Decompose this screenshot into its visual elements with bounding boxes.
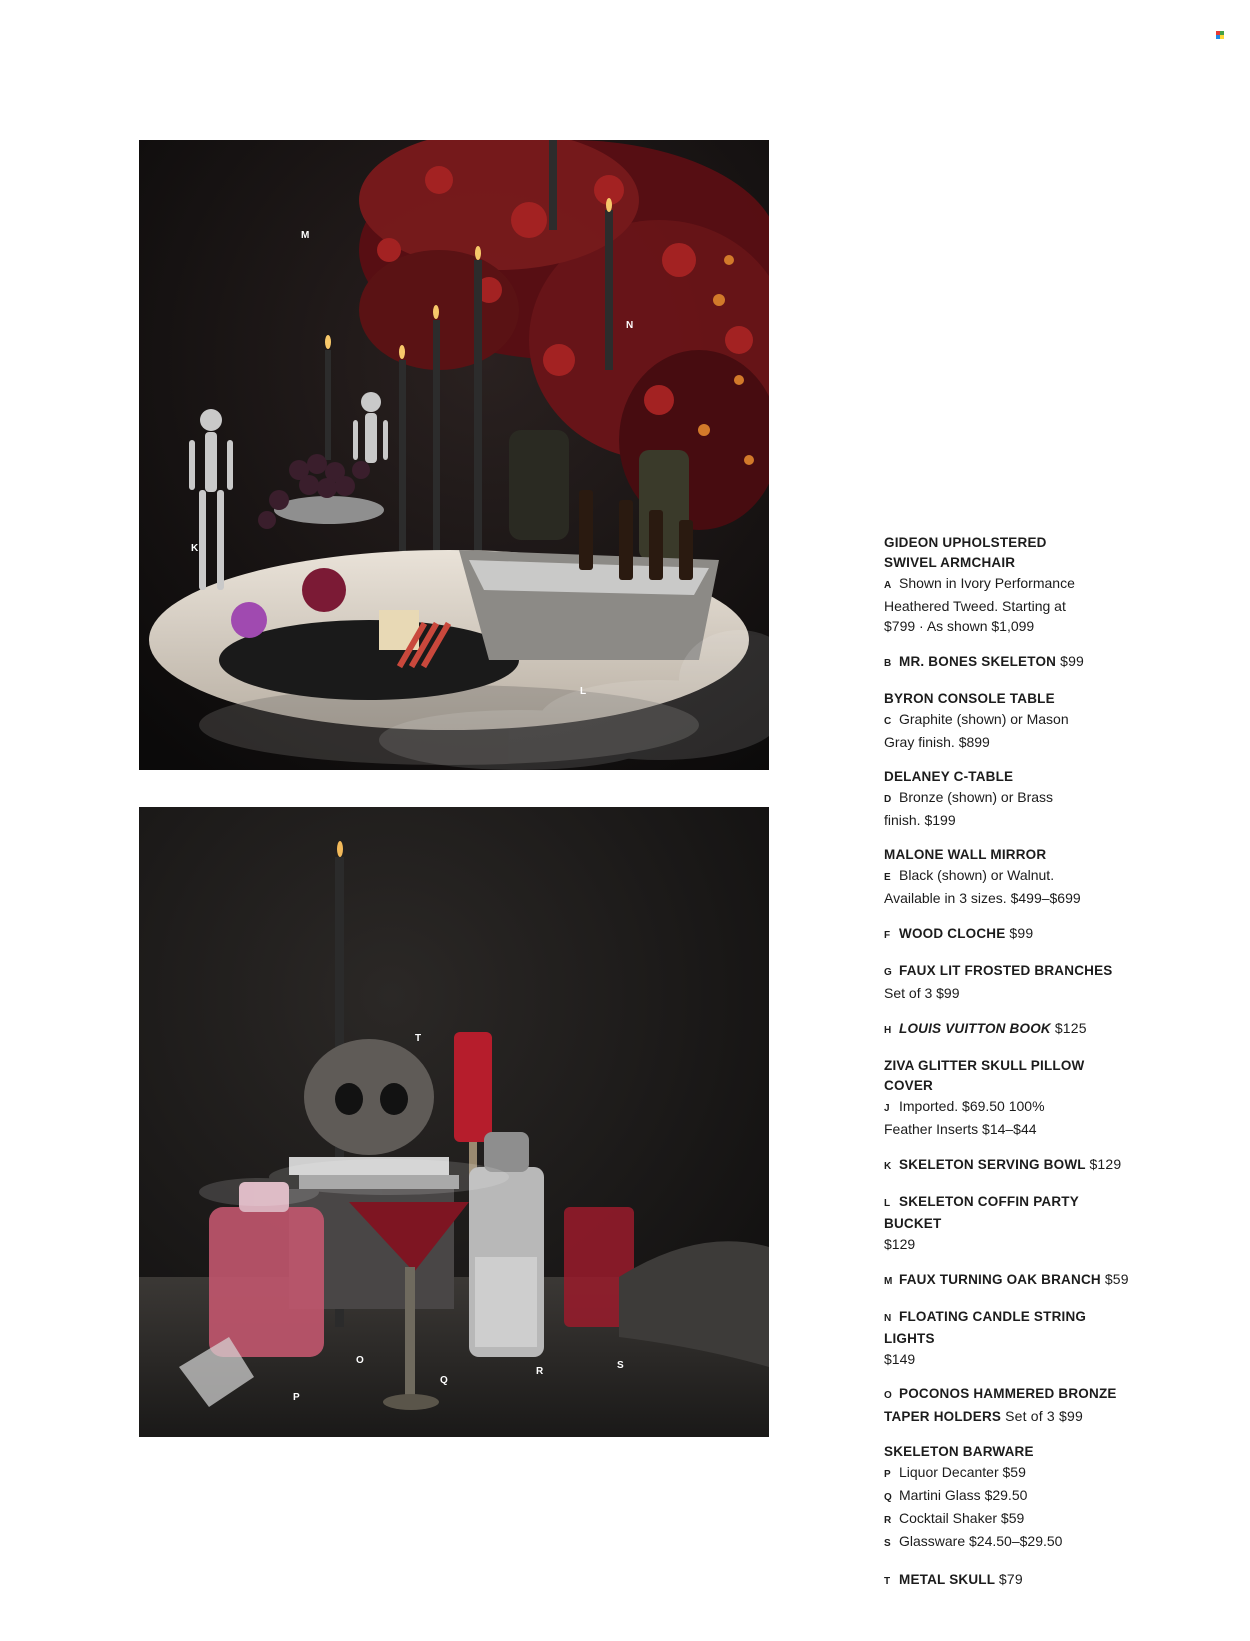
barware-item <box>884 1485 1134 1508</box>
item-text: Glassware $24.50–$29.50 <box>899 1533 1063 1549</box>
entry-gideon-armchair <box>884 533 1134 636</box>
halloween-tablescape-photo <box>139 140 769 770</box>
entry-title <box>884 1192 1134 1234</box>
body-line-2: Feather Inserts $14–$44 <box>884 1121 1037 1137</box>
title-text: METAL SKULL <box>899 1572 995 1587</box>
color-registration-mark <box>1216 31 1224 39</box>
callout-r: R <box>536 1366 544 1377</box>
item-letter: E <box>884 872 891 883</box>
callout-p: P <box>293 1392 301 1403</box>
title-text: MR. BONES SKELETON <box>899 654 1057 669</box>
entry-body <box>884 787 1134 830</box>
body-line-1: Shown in Ivory Performance <box>899 575 1075 591</box>
barware-illustration <box>139 807 769 1437</box>
body-line-2: finish. $199 <box>884 812 956 828</box>
entry-poconos-taper-holders <box>884 1384 1134 1427</box>
price: $99 <box>1009 925 1034 941</box>
item-letter: F <box>884 930 891 941</box>
body-line-1: Imported. $69.50 100% <box>899 1098 1045 1114</box>
callout-m: M <box>301 230 310 241</box>
body-line-1: Black (shown) or Walnut. <box>899 867 1055 883</box>
body-line-1: Graphite (shown) or Mason <box>899 711 1069 727</box>
entry-title: ZIVA GLITTER SKULL PILLOW COVER <box>884 1058 1085 1093</box>
body-line-3: $799 · As shown $1,099 <box>884 618 1035 634</box>
entry-faux-turning-oak-branch <box>884 1269 1134 1292</box>
barware-item <box>884 1531 1134 1554</box>
title-text: LOUIS VUITTON BOOK <box>899 1021 1051 1036</box>
item-letter: N <box>884 1313 892 1324</box>
callout-t: T <box>415 1033 422 1044</box>
item-letter: A <box>884 580 892 591</box>
entry-skeleton-serving-bowl <box>884 1154 1134 1177</box>
entry-title: BYRON CONSOLE TABLE <box>884 691 1055 706</box>
item-letter: H <box>884 1025 892 1036</box>
callout-o: O <box>356 1355 365 1366</box>
item-text: Martini Glass $29.50 <box>899 1487 1028 1503</box>
body-line-2: Available in 3 sizes. $499–$699 <box>884 890 1081 906</box>
price: $59 <box>1104 1271 1129 1287</box>
item-letter: L <box>884 1198 891 1209</box>
entry-delaney-c-table <box>884 767 1134 830</box>
item-letter: B <box>884 658 892 669</box>
callout-n: N <box>626 320 634 331</box>
entry-louis-vuitton-book <box>884 1018 1134 1041</box>
entry-title <box>884 1384 1134 1427</box>
entry-title <box>884 533 1134 573</box>
entry-body <box>884 1096 1134 1139</box>
entry-skeleton-coffin-party-bucket <box>884 1192 1134 1254</box>
entry-title <box>884 923 1134 946</box>
body-line-2: Gray finish. $899 <box>884 734 990 750</box>
title-line-2: TAPER HOLDERS <box>884 1409 1002 1424</box>
item-letter: T <box>884 1576 891 1587</box>
callout-s: S <box>617 1360 625 1371</box>
item-letter: J <box>884 1103 890 1114</box>
body-line: Set of 3 $99 <box>884 985 960 1001</box>
barware-item <box>884 1508 1134 1531</box>
item-letter: M <box>884 1276 893 1287</box>
entry-title <box>884 1018 1134 1041</box>
barware-item <box>884 1462 1134 1485</box>
entry-ziva-glitter-skull-pillow <box>884 1056 1134 1139</box>
item-letter: Q <box>884 1492 892 1503</box>
title-text: SKELETON SERVING BOWL <box>899 1157 1086 1172</box>
entry-title <box>884 1569 1134 1592</box>
item-text: Liquor Decanter $59 <box>899 1464 1026 1480</box>
tablescape-illustration <box>139 140 769 770</box>
title-text: FAUX TURNING OAK BRANCH <box>899 1272 1101 1287</box>
price: Set of 3 $99 <box>1005 1408 1083 1424</box>
callout-l: L <box>580 686 587 697</box>
item-letter: P <box>884 1469 891 1480</box>
barware-items <box>884 1462 1134 1554</box>
item-letter: C <box>884 716 892 727</box>
entry-body <box>884 573 1134 636</box>
entry-faux-lit-frosted-branches <box>884 961 1134 1003</box>
entry-title <box>884 1307 1134 1349</box>
item-letter: S <box>884 1538 891 1549</box>
callout-k: K <box>191 543 199 554</box>
entry-title <box>884 651 1134 674</box>
entry-body <box>884 865 1134 908</box>
callout-q: Q <box>440 1375 449 1386</box>
title-text: FLOATING CANDLE STRING LIGHTS <box>884 1309 1087 1346</box>
price: $129 <box>1089 1156 1122 1172</box>
title-text: SKELETON COFFIN PARTY BUCKET <box>884 1194 1079 1231</box>
entry-title: DELANEY C-TABLE <box>884 769 1014 784</box>
entry-byron-console-table <box>884 689 1134 752</box>
title-line-1: GIDEON UPHOLSTERED <box>884 535 1047 550</box>
entry-floating-candle-string-lights <box>884 1307 1134 1369</box>
entry-malone-wall-mirror <box>884 845 1134 908</box>
entry-title: SKELETON BARWARE <box>884 1444 1034 1459</box>
skeleton-barware-photo <box>139 807 769 1437</box>
entry-title <box>884 1269 1134 1292</box>
title-text: WOOD CLOCHE <box>899 926 1006 941</box>
body-line: $149 <box>884 1351 916 1367</box>
body-line: $129 <box>884 1236 916 1252</box>
entry-title: MALONE WALL MIRROR <box>884 847 1047 862</box>
title-line-1: POCONOS HAMMERED BRONZE <box>899 1386 1117 1401</box>
body-line-1: Bronze (shown) or Brass <box>899 789 1054 805</box>
entry-metal-skull <box>884 1569 1134 1592</box>
entry-title <box>884 1154 1134 1177</box>
entry-mr-bones-skeleton <box>884 651 1134 674</box>
entry-title <box>884 961 1134 983</box>
item-letter: R <box>884 1515 892 1526</box>
entry-wood-cloche <box>884 923 1134 946</box>
product-catalog-list <box>884 533 1134 1607</box>
price: $99 <box>1060 653 1085 669</box>
price: $79 <box>998 1571 1023 1587</box>
entry-body <box>884 709 1134 752</box>
entry-skeleton-barware <box>884 1442 1134 1554</box>
title-text: FAUX LIT FROSTED BRANCHES <box>899 963 1113 978</box>
item-letter: K <box>884 1161 892 1172</box>
item-letter: G <box>884 967 892 978</box>
item-letter: O <box>884 1390 892 1401</box>
item-letter: D <box>884 794 892 805</box>
mark-yellow <box>1220 35 1224 39</box>
price: $125 <box>1054 1020 1087 1036</box>
item-text: Cocktail Shaker $59 <box>899 1510 1025 1526</box>
title-line-2: SWIVEL ARMCHAIR <box>884 555 1016 570</box>
body-line-2: Heathered Tweed. Starting at <box>884 598 1066 614</box>
